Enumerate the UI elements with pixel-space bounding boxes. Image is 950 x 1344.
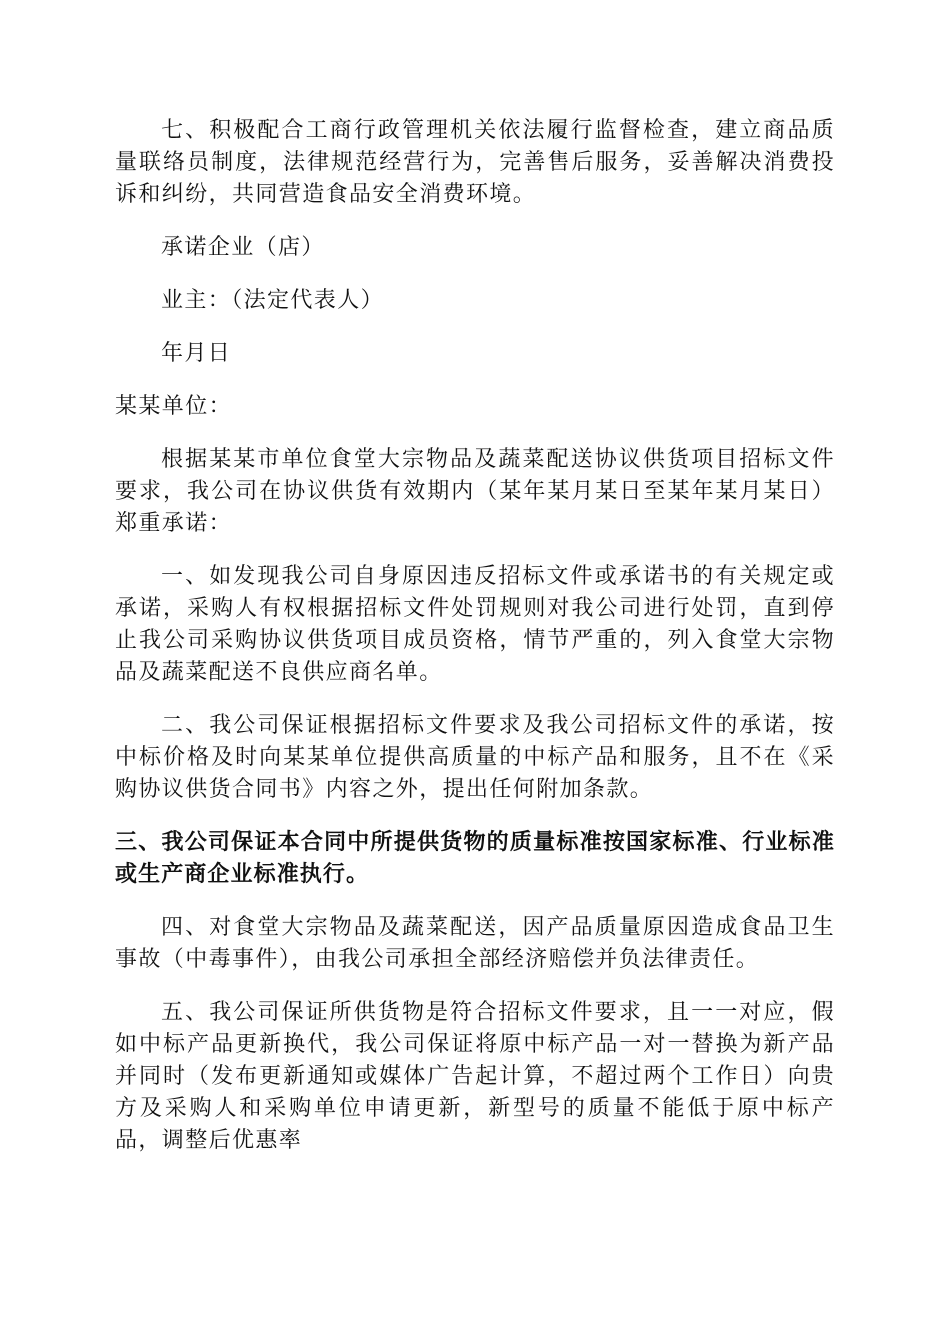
commitment-item-1: 一、如发现我公司自身原因违反招标文件或承诺书的有关规定或承诺，采购人有权根据招标文件处罚规则对我公司进行处罚，直到停止我公司采购协议供货项目成员资格，情节严重的，列入食堂大宗物品及蔬菜配送不良供应商名单。: [115, 564, 835, 685]
commitment-item-3: 三、我公司保证本合同中所提供货物的质量标准按国家标准、行业标准或生产商企业标准执行。: [115, 830, 835, 887]
document-page: [115, 115, 835, 1157]
signature-owner: 业主：（法定代表人）: [161, 288, 385, 313]
commitment-item-2: 二、我公司保证根据招标文件要求及我公司招标文件的承诺，按中标价格及时向某某单位提供高质量的中标产品和服务，且不在《采购协议供货合同书》内容之外，提出任何附加条款。: [115, 713, 835, 802]
paragraph-item-7: 七、积极配合工商行政管理机关依法履行监督检查，建立商品质量联络员制度，法律规范经营行为，完善售后服务，妥善解决消费投诉和纠纷，共同营造食品安全消费环境。: [115, 118, 835, 207]
commitment-item-4: 四、对食堂大宗物品及蔬菜配送，因产品质量原因造成食品卫生事故（中毒事件），由我公司承担全部经济赔偿并负法律责任。: [115, 915, 835, 972]
intro-paragraph: 根据某某市单位食堂大宗物品及蔬菜配送协议供货项目招标文件要求，我公司在协议供货有效期内（某年某月某日至某年某月某日）郑重承诺：: [115, 447, 835, 536]
commitment-item-5: 五、我公司保证所供货物是符合招标文件要求，且一一对应，假如中标产品更新换代，我公司保证将原中标产品一对一替换为新产品并同时（发布更新通知或媒体广告起计算，不超过两个工作日）向贵方及采购人和采购单位申请更新，新型号的质量不能低于原中标产品，调整后优惠率: [115, 1000, 835, 1153]
signature-date: 年月日: [161, 341, 232, 366]
salutation: 某某单位：: [115, 394, 233, 419]
signature-company: 承诺企业（店）: [161, 235, 325, 260]
